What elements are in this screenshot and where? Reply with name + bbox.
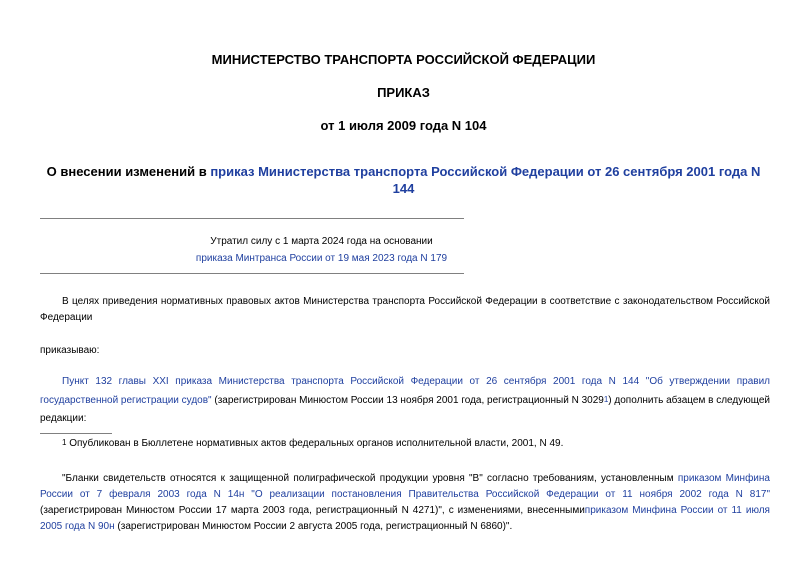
status-note-text: Утратил силу с 1 марта 2024 года на основании <box>210 236 433 247</box>
quote-middle: (зарегистрирован Минюстом России 17 марта 2003 года, регистрационный N 4271)", с изменениями, внесенными <box>40 505 585 516</box>
minfin-order-90n-link[interactable]: приказом Минфина России от 11 июля 2005 года N 90н <box>40 505 770 532</box>
ministry-heading: МИНИСТЕРСТВО ТРАНСПОРТА РОССИЙСКОЙ ФЕДЕРАЦИИ <box>211 52 596 67</box>
order-word-paragraph: приказываю: <box>40 345 100 356</box>
amendment-tail: ) дополнить абзацем в следующей редакции: <box>40 395 771 424</box>
quote-start: "Бланки свидетельств относятся к защищенной полиграфической продукции уровня "В" согласно требованиям, установленным <box>62 473 678 484</box>
footnote-divider <box>40 433 112 434</box>
footnote-reference[interactable]: 1 <box>603 395 609 404</box>
document-type-heading: ПРИКАЗ <box>377 85 430 100</box>
footnote-text: Опубликован в Бюллетене нормативных актов федеральных органов исполнительной власти, 2001, N 49. <box>66 438 564 449</box>
title-order-link[interactable]: приказ Министерства транспорта Российской Федерации от 26 сентября 2001 года N 144 <box>210 164 761 196</box>
amendment-text: (зарегистрирован Минюстом России 13 ноября 2001 года, регистрационный N 3029 <box>211 395 604 406</box>
quoted-paragraph <box>40 471 770 535</box>
quote-end: (зарегистрирован Минюстом России 2 августа 2005 года, регистрационный N 6860)". <box>114 521 513 532</box>
repeal-order-link[interactable]: приказа Минтранса России от 19 мая 2023 года N 179 <box>195 253 448 264</box>
amended-clause-link[interactable]: Пункт 132 главы XXI приказа Министерства транспорта Российской Федерации от 26 сентября 2001 года N 144 "Об утверждении правил государственной регистрации судов" <box>40 376 770 406</box>
status-divider-bottom <box>40 273 464 274</box>
status-divider-top <box>40 218 464 219</box>
amendment-paragraph <box>40 373 770 428</box>
document-title <box>36 163 771 197</box>
footnote-mark: 1 <box>62 438 67 447</box>
intro-paragraph: В целях приведения нормативных правовых актов Министерства транспорта Российской Федерации в соответствие с законодательством Российской Федерации <box>40 296 770 323</box>
status-note-link-line <box>40 253 603 264</box>
minfin-order-14n-link[interactable]: приказом Минфина России от 7 февраля 2003 года N 14н "О реализации постановления Правительства Российской Федерации от 11 ноября 2002 года N 817" <box>40 473 770 500</box>
document-date-number: от 1 июля 2009 года N 104 <box>320 118 487 133</box>
title-prefix: О внесении изменений в <box>46 164 211 179</box>
footnote <box>62 438 563 449</box>
